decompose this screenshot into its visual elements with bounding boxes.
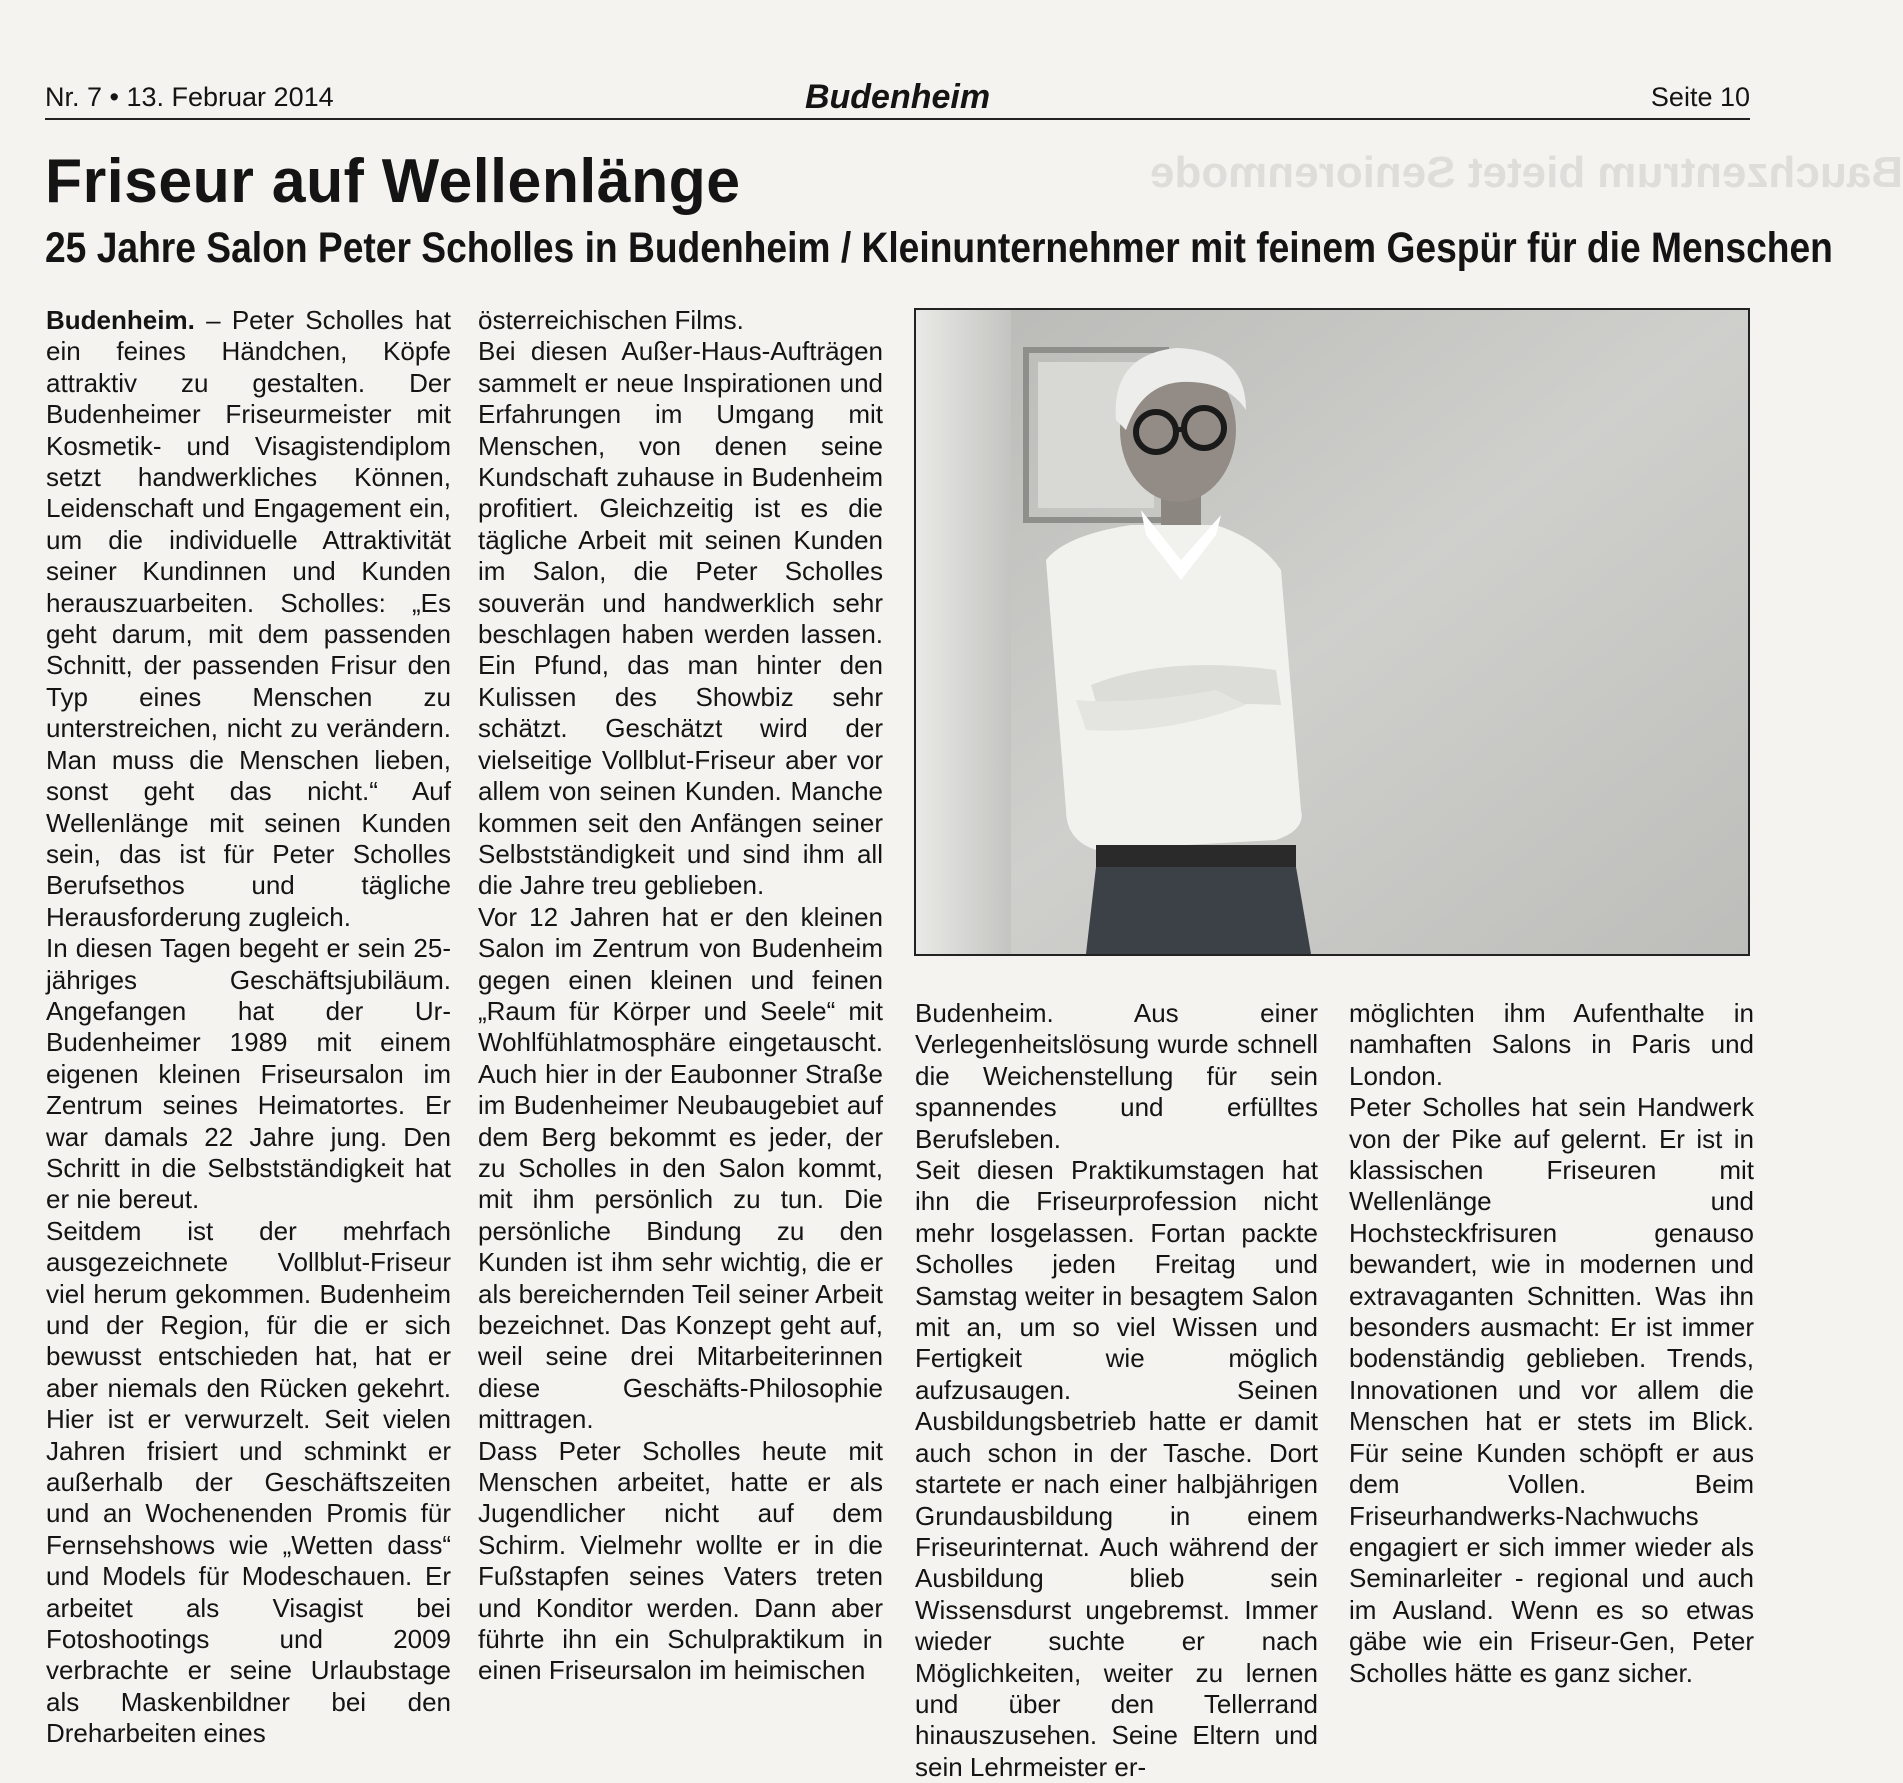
page-header: [45, 78, 1750, 120]
section-title: Budenheim: [804, 78, 991, 116]
paragraph: Bei diesen Außer-Haus-Aufträgen sammelt er neue Inspirationen und Erfahrungen im Umgang mit Menschen, von denen seine Kundschaft zuhause in Budenheim profitiert. Gleichzeitig ist es die tägliche Arbeit mit seinen Kunden im Salon, die Peter Scholles souverän und handwerklich sehr beschlagen haben werden lassen. Ein Pfund, das man hinter den Kulissen des Showbiz sehr schätzt. Geschätzt wird der vielseitige Vollblut-Friseur aber vor allem von seinen Kunden. Manche kommen seit den Anfängen seiner Selbstständigkeit und sind ihm all die Jahre treu geblieben.: [478, 336, 883, 901]
article-column-3: [915, 998, 1318, 1783]
article-headline: Friseur auf Wellenlänge: [45, 147, 741, 216]
paragraph: [46, 305, 451, 933]
paragraph: In diesen Tagen begeht er sein 25-jähriges Geschäftsjubiläum. Angefangen hat der Ur-Budenheimer 1989 mit einem eigenen kleinen Friseursalon im Zentrum seines Heimatortes. Er war damals 22 Jahre jung. Den Schritt in die Selbstständigkeit hat er nie bereut.: [46, 933, 451, 1215]
page-number: Seite 10: [1650, 82, 1750, 112]
dateline: Budenheim.: [46, 305, 195, 335]
paragraph: Peter Scholles hat sein Handwerk von der Pike auf gelernt. Er ist in klassischen Friseuren mit Wellenlänge und Hochsteckfrisuren genauso bewandert, wie in modernen und extravaganten Schnitten. Was ihn besonders ausmacht: Er ist immer bodenständig geblieben. Trends, Innovationen und vor allem die Menschen hat er stets im Blick. Für seine Kunden schöpft er aus dem Vollen. Beim Friseurhandwerks-Nachwuchs engagiert er sich immer wieder als Seminarleiter - regional und auch im Ausland. Wenn es so etwas gäbe wie ein Friseur-Gen, Peter Scholles hätte es ganz sicher.: [1349, 1092, 1754, 1688]
paragraph: österreichischen Films.: [478, 305, 744, 335]
portrait-photo: [914, 308, 1750, 956]
paragraph-text: – Peter Scholles hat ein feines Händchen, Köpfe attraktiv zu gestalten. Der Budenheimer Friseurmeister mit Kosmetik- und Visagistendiplom setzt handwerkliches Können, Leidenschaft und Engagement ein, um die individuelle Attraktivität seiner Kundinnen und Kunden herauszuarbeiten. Scholles: „Es geht darum, mit dem passenden Schnitt, der passenden Frisur den Typ eines Menschen zu unterstreichen, nicht zu verändern. Man muss die Menschen lieben, sonst geht das nicht.“ Auf Wellenlänge mit seinen Kunden sein, das ist für Peter Scholles Berufsethos und tägliche Herausforderung zugleich.: [46, 305, 451, 932]
paragraph: Seit diesen Praktikumstagen hat ihn die Friseurprofession nicht mehr losgelassen. Fortan packte Scholles jeden Freitag und Samstag weiter in besagtem Salon mit an, um so viel Wissen und Fertigkeit wie möglich aufzusaugen. Seinen Ausbildungsbetrieb hatte er damit auch schon in der Tasche. Dort startete er nach einer halbjährigen Grundausbildung in einem Friseurinternat. Auch während der Ausbildung blieb sein Wissensdurst ungebremst. Immer wieder suchte er nach Möglichkeiten, weiter zu lernen und über den Tellerrand hinauszusehen. Seine Eltern und sein Lehrmeister er-: [915, 1155, 1318, 1782]
issue-date: Nr. 7 • 13. Februar 2014: [45, 82, 334, 112]
paragraph: Vor 12 Jahren hat er den kleinen Salon im Zentrum von Budenheim gegen einen kleinen und feinen „Raum für Körper und Seele“ mit Wohlfühlatmosphäre eingetauscht. Auch hier in der Eaubonner Straße im Budenheimer Neubaugebiet auf dem Berg bekommt es jeder, der zu Scholles in den Salon kommt, mit ihm persönlich zu tun. Die persönliche Bindung zu den Kunden ist ihm sehr wichtig, die er als bereichernden Teil seiner Arbeit bezeichnet. Das Konzept geht auf, weil seine drei Mitarbeiterinnen diese Geschäfts-Philosophie mittragen.: [478, 901, 883, 1435]
paragraph: möglichten ihm Aufenthalte in namhaften Salons in Paris und London.: [1349, 998, 1754, 1091]
article-column-1: [46, 305, 451, 1750]
paragraph: Dass Peter Scholles heute mit Menschen arbeitet, hatte er als Jugendlicher nicht auf dem Schirm. Vielmehr wollte er in die Fußstapfen seines Vaters treten und Konditor werden. Dann aber führte ihn ein Schulpraktikum in einen Friseursalon im heimischen: [478, 1435, 883, 1686]
portrait-illustration: [916, 310, 1748, 954]
article-column-4: [1349, 998, 1754, 1689]
bleed-through-text: Bauchzentrum bietet Seniorenmode: [1150, 148, 1903, 197]
article-subheadline: 25 Jahre Salon Peter Scholles in Budenheim / Kleinunternehmer mit feinem Gespür für die Menschen: [45, 224, 1833, 272]
article-column-2: [478, 305, 883, 1687]
paragraph: Budenheim. Aus einer Verlegenheitslösung wurde schnell die Weichenstellung für sein spannendes und erfülltes Berufsleben.: [915, 998, 1318, 1154]
paragraph: Seitdem ist der mehrfach ausgezeichnete Vollblut-Friseur viel herum gekommen. Budenheim und der Region, für die er sich bewusst entschieden hat, hat er aber niemals den Rücken gekehrt. Hier ist er verwurzelt. Seit vielen Jahren frisiert und schminkt er außerhalb der Geschäftszeiten und an Wochenenden Promis für Fernsehshows wie „Wetten dass“ und Models für Modeschauen. Er arbeitet als Visagist bei Fotoshootings und 2009 verbrachte er seine Urlaubstage als Maskenbildner bei den Dreharbeiten eines: [46, 1215, 451, 1749]
